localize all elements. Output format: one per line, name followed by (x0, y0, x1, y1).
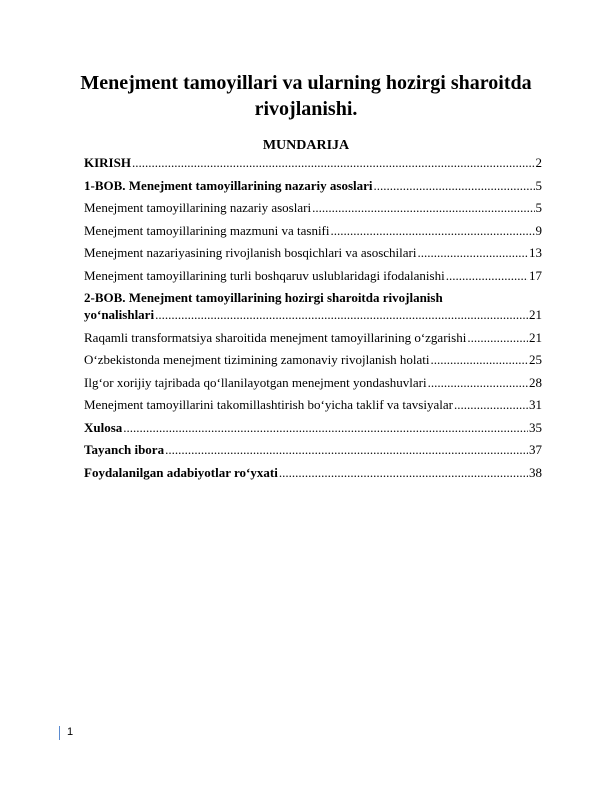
toc-entry-section-2-1[interactable] (84, 329, 542, 346)
toc-entry-page: 5 (535, 200, 542, 215)
dot-leader (165, 441, 528, 458)
dot-leader (312, 199, 534, 216)
dot-leader (467, 329, 528, 346)
toc-entry-page: 21 (529, 307, 542, 322)
toc-entry-label: Menejment tamoyillarining nazariy asoslari (84, 200, 312, 215)
toc-entry-label: Foydalanilgan adabiyotlar ro‘yxati (84, 464, 278, 480)
toc-entry-label: Tayanch ibora (84, 442, 165, 457)
toc-entry-label-line2: yo‘nalishlari (84, 307, 155, 322)
toc-entry-section-2-4[interactable] (84, 396, 542, 413)
toc-entry-label: Menejment tamoyillarining turli boshqaruv uslublaridagi ifodalanishi (84, 267, 445, 283)
toc-entry-section-2-2[interactable] (84, 351, 542, 368)
toc-entry-page: 28 (529, 374, 542, 390)
toc-entry-label: Menejment tamoyillarini takomillashtirish bo‘yicha taklif va tavsiyalar (84, 397, 453, 412)
toc-entry-tayanch-ibora[interactable] (84, 441, 542, 458)
toc-entry-page: 21 (529, 329, 542, 345)
dot-leader (123, 419, 528, 436)
toc-entry-label: KIRISH (84, 155, 131, 170)
dot-leader (331, 222, 535, 239)
dot-leader (446, 267, 528, 284)
page-number: 1 (67, 726, 74, 738)
dot-leader (454, 396, 528, 413)
toc-heading: MUNDARIJA (262, 138, 350, 153)
toc-entry-page: 38 (529, 464, 542, 480)
toc-entry-page: 2 (535, 155, 542, 170)
toc-entry-page: 37 (529, 442, 542, 457)
toc-entry-section-1-4[interactable] (84, 267, 542, 284)
toc-entry-section-2-3[interactable] (84, 374, 542, 391)
toc-entry-chapter-2[interactable] (84, 289, 542, 323)
dot-leader (374, 177, 535, 194)
toc-entry-label: Menejment nazariyasining rivojlanish bosqichlari va asoschilari (84, 245, 417, 260)
toc-entry-section-1-2[interactable] (84, 222, 542, 239)
dot-leader (431, 351, 528, 368)
toc-entry-section-1-1[interactable] (84, 199, 542, 216)
toc-entry-page: 17 (529, 267, 542, 283)
toc-entry-label-line1: 2-BOB. Menejment tamoyillarining hozirgi sharoitda rivojlanish (84, 290, 443, 305)
toc-entry-label: Xulosa (84, 419, 123, 435)
toc-entry-page: 5 (535, 177, 542, 193)
toc-entry-label: Menejment tamoyillarining mazmuni va tasnifi (84, 222, 330, 238)
toc-entry-label: 1-BOB. Menejment tamoyillarining nazariy asoslari (84, 177, 373, 193)
table-of-contents (84, 154, 542, 486)
toc-entry-bibliography[interactable] (84, 464, 542, 481)
dot-leader (279, 464, 528, 481)
toc-entry-page: 31 (529, 397, 542, 412)
dot-leader (428, 374, 528, 391)
dot-leader (418, 244, 529, 261)
toc-entry-page: 9 (535, 222, 542, 238)
toc-entry-section-1-3[interactable] (84, 244, 542, 261)
toc-entry-page: 25 (529, 352, 542, 367)
dot-leader (132, 154, 535, 171)
toc-entry-page: 13 (529, 245, 542, 260)
dot-leader (155, 306, 528, 323)
toc-entry-xulosa[interactable] (84, 419, 542, 436)
toc-entry-chapter-1[interactable] (84, 177, 542, 194)
toc-entry-label: O‘zbekistonda menejment tizimining zamonaviy rivojlanish holati (84, 352, 430, 367)
toc-entry-page: 35 (529, 419, 542, 435)
document-title: Menejment tamoyillari va ularning hozirgi sharoitda rivojlanishi. (80, 72, 532, 120)
toc-entry-label: Raqamli transformatsiya sharoitida menejment tamoyillarining o‘zgarishi (84, 329, 467, 345)
toc-entry-kirish[interactable] (84, 154, 542, 171)
toc-entry-label: Ilg‘or xorijiy tajribada qo‘llanilayotgan menejment yondashuvlari (84, 374, 427, 390)
footer-divider (59, 726, 60, 740)
